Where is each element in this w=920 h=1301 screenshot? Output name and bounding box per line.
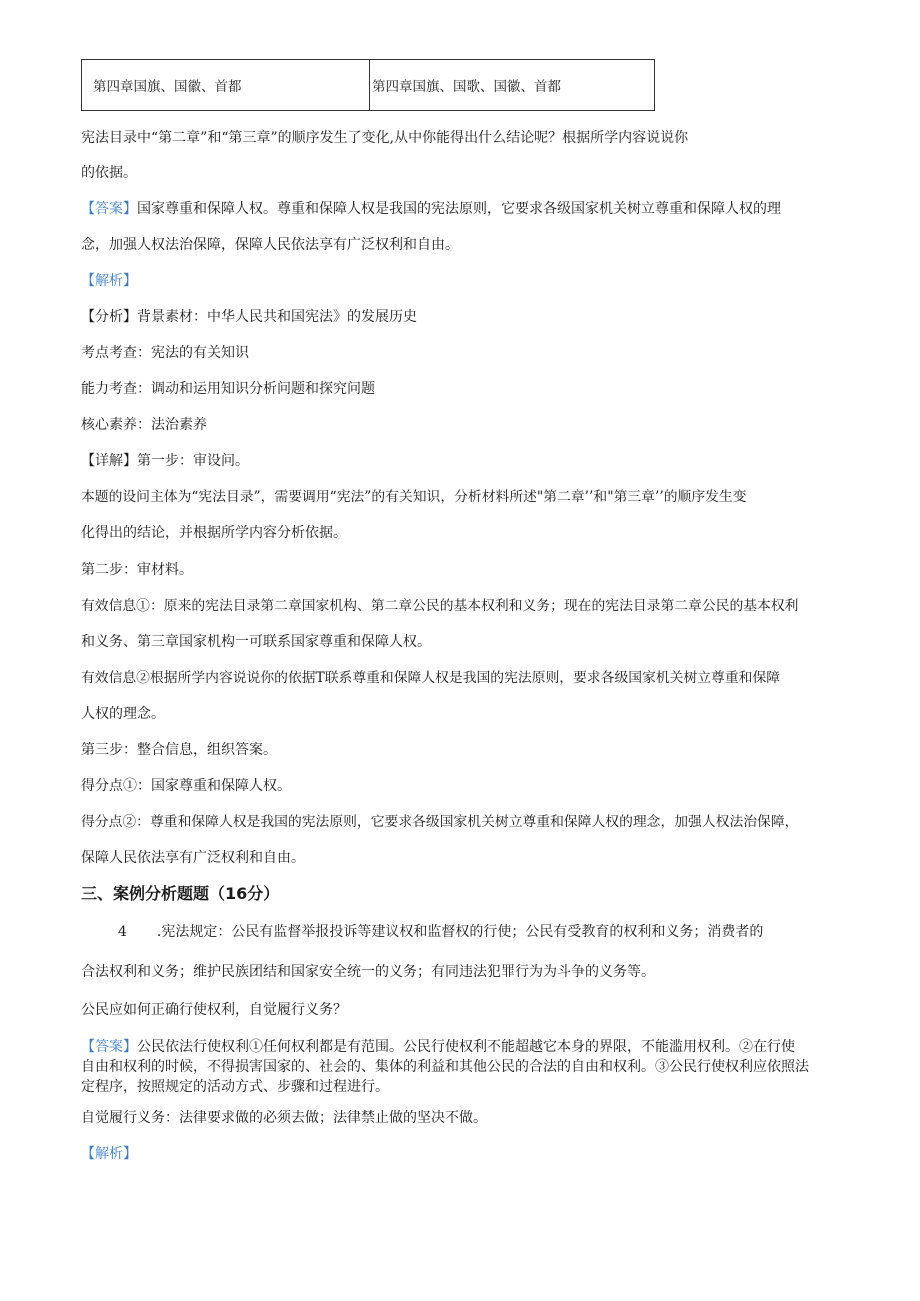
q3-point2-line2: 保障人民依法享有广泛权利和自由。: [81, 850, 305, 866]
table-cell-new: 第四章国旗、国歌、国徽、首都: [370, 60, 655, 111]
answer-text: 国家尊重和保障人权。尊重和保障人权是我国的宪法原则，它要求各级国家机关树立尊重和保障人权的理: [137, 201, 781, 217]
answer-text: 公民依法行使权利①任何权利都是有范围。公民行使权利不能超越它本身的界限，不能滥用权利。②在行使: [137, 1039, 795, 1055]
q3-hexin: 核心素养：法治素养: [81, 417, 207, 433]
q3-question-line2: 的依据。: [81, 165, 137, 181]
q4-stem-line1: [118, 922, 763, 942]
q3-answer-line1: [81, 199, 781, 219]
q3-info2-line1: 有效信息②根据所学内容说说你的依据T联系尊重和保障人权是我国的宪法原则，要求各级国家机关树立尊重和保障: [81, 670, 781, 686]
q4-answer-line1: [81, 1037, 795, 1057]
q3-body1-line2: 化得出的结论，并根据所学内容分析依据。: [81, 525, 347, 541]
q4-stem-text: .宪法规定：公民有监督举报投诉等建议权和监督权的行使；公民有受教育的权利和义务；消费者的: [156, 924, 764, 940]
q3-body1-line1: 本题的设问主体为“宪法目录”，需要调用“宪法”的有关知识，分析材料所述"第二章’’和"第三章’’的顺序发生变: [81, 489, 747, 505]
table-cell-old: 第四章国旗、国徽、首都: [82, 60, 370, 111]
q3-info2-line2: 人权的理念。: [81, 706, 165, 722]
q3-fenxi: 【分析】背景素材：中华人民共和国宪法》的发展历史: [81, 309, 417, 325]
q3-info1-line2: 和义务、第三章国家机构一可联系国家尊重和保障人权。: [81, 634, 431, 650]
q3-step2: 第二步：审材料。: [81, 562, 193, 578]
q3-step3: 第三步：整合信息，组织答案。: [81, 742, 277, 758]
q4-duty: 自觉履行义务：法律要求做的必须去做；法律禁止做的坚决不做。: [81, 1110, 487, 1126]
q4-answer-line2: 自由和权利的时候，不得损害国家的、社会的、集体的利益和其他公民的合法的自由和权利。③公民行使权利应依照法: [81, 1059, 809, 1075]
q4-question: 公民应如何正确行使权利，自觉履行义务？: [81, 1002, 347, 1018]
table-row: [82, 60, 655, 111]
comparison-table: [81, 59, 655, 111]
q4-answer-line3: 定程序，按照规定的活动方式、步骤和过程进行。: [81, 1079, 389, 1095]
q3-point2-line1: 得分点②：尊重和保障人权是我国的宪法原则，它要求各级国家机关树立尊重和保障人权的理念，加强人权法治保障，: [81, 814, 799, 830]
q3-info1-line1: 有效信息①：原来的宪法目录第二章国家机构、第二章公民的基本权利和义务；现在的宪法目录第二章公民的基本权利: [81, 598, 799, 614]
q3-kaodian: 考点考查：宪法的有关知识: [81, 345, 249, 361]
q3-answer-line2: 念，加强人权法治保障，保障人民依法享有广泛权利和自由。: [81, 237, 459, 253]
q3-nengli: 能力考查：调动和运用知识分析问题和探究问题: [81, 381, 375, 397]
q4-number: 4: [118, 924, 127, 940]
q3-point1: 得分点①：国家尊重和保障人权。: [81, 778, 291, 794]
q3-xiangjie: 【详解】第一步：审设问。: [81, 453, 249, 469]
q4-stem-line2: 合法权利和义务；维护民族团结和国家安全统一的义务；有同违法犯罪行为为斗争的义务等。: [81, 964, 655, 980]
q3-analysis-tag: 【解析】: [81, 273, 137, 289]
q3-question-line1: 宪法目录中“第二章”和“第三章”的顺序发生了变化,从中你能得出什么结论呢？根据所学内容说说你: [81, 130, 689, 146]
answer-tag: 【答案】: [81, 201, 137, 217]
q4-analysis-tag: 【解析】: [81, 1146, 137, 1162]
answer-tag: 【答案】: [81, 1039, 137, 1055]
section-title: 三、案例分析题题（16分）: [81, 884, 280, 903]
